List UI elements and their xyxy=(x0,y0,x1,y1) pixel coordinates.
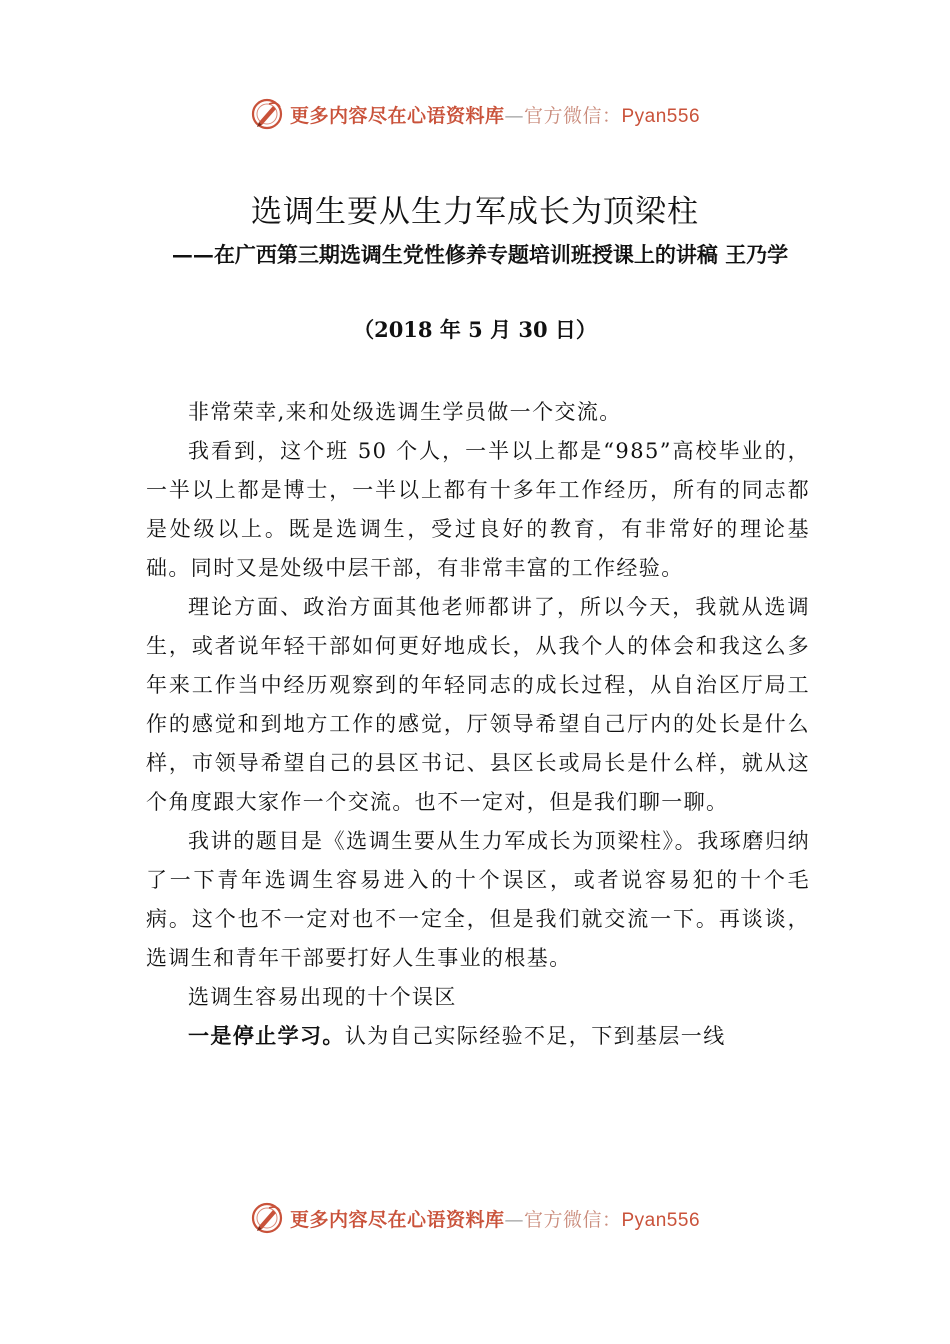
footer-banner-dash: — xyxy=(504,1208,524,1231)
body-paragraph-last xyxy=(146,1017,810,1056)
point-one-lead: 一是停止学习。 xyxy=(188,1024,345,1048)
document-date: （2018 年 5 月 30 日） xyxy=(353,317,597,342)
body-paragraph: 我看到，这个班 50 个人，一半以上都是“985”高校毕业的，一半以上都是博士，一半以上都有十多年工作经历，所有的同志都是处级以上。既是选调生，受过良好的教育，有非常好的理论基础。同时又是处级中层干部，有非常丰富的工作经验。 xyxy=(146,439,810,580)
header-banner xyxy=(0,94,950,134)
footer-banner xyxy=(0,1198,950,1238)
header-banner-text xyxy=(290,101,700,128)
footer-banner-text xyxy=(290,1205,700,1232)
pen-logo-icon xyxy=(250,97,284,131)
document-body xyxy=(146,393,810,1056)
section-heading: 选调生容易出现的十个误区 xyxy=(188,985,457,1009)
footer-banner-wechat-label: 官方微信： xyxy=(523,1208,622,1231)
header-banner-wechat-id: Pyan556 xyxy=(621,105,701,127)
pen-logo-icon xyxy=(250,1201,284,1235)
document-subtitle: ——在广西第三期选调生党性修养专题培训班授课上的讲稿 王乃学 xyxy=(171,242,789,267)
body-paragraph: 我讲的题目是《选调生要从生力军成长为顶梁柱》。我琢磨归纳了一下青年选调生容易进入的十个误区，或者说容易犯的十个毛病。这个也不一定对也不一定全，但是我们就交流一下。再谈谈，选调生和青年干部要打好人生事业的根基。 xyxy=(146,829,810,970)
header-banner-dash: — xyxy=(504,104,524,127)
body-paragraph: 非常荣幸,来和处级选调生学员做一个交流。 xyxy=(188,400,622,424)
body-paragraph: 理论方面、政治方面其他老师都讲了，所以今天，我就从选调生，或者说年轻干部如何更好地成长，从我个人的体会和我这么多年来工作当中经历观察到的年轻同志的成长过程，从自治区厅局工作的感觉和到地方工作的感觉，厅领导希望自己厅内的处长是什么样，市领导希望自己的县区书记、县区长或局长是什么样，就从这个角度跟大家作一个交流。也不一定对，但是我们聊一聊。 xyxy=(146,595,810,814)
header-banner-lead: 更多内容尽在心语资料库 xyxy=(289,104,505,127)
header-banner-wechat-label: 官方微信： xyxy=(523,104,622,127)
footer-banner-wechat-id: Pyan556 xyxy=(621,1209,701,1231)
point-one-text: 认为自己实际经验不足，下到基层一线 xyxy=(344,1024,726,1048)
footer-banner-lead: 更多内容尽在心语资料库 xyxy=(289,1208,505,1231)
document-title: 选调生要从生力军成长为顶梁柱 xyxy=(251,194,699,230)
